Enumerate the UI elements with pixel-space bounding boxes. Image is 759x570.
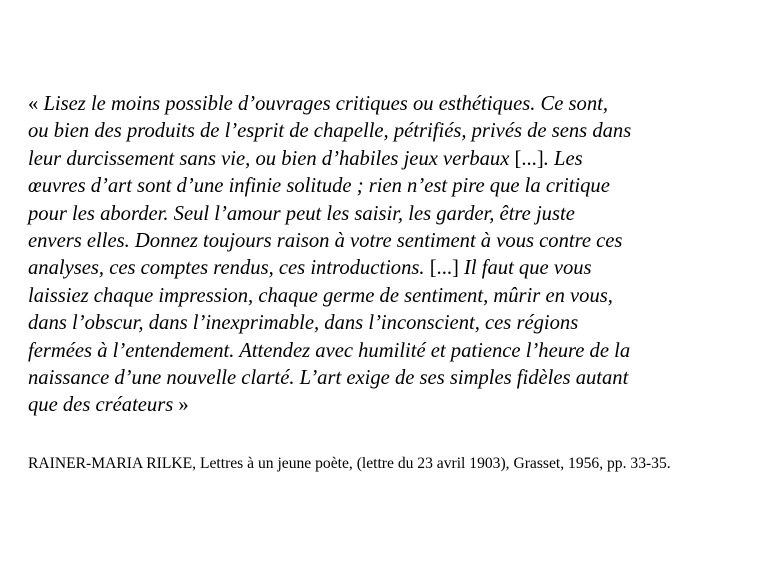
quote-upright-text: » bbox=[178, 394, 189, 417]
quote-line bbox=[28, 146, 748, 173]
quote-line bbox=[28, 173, 748, 200]
quote-line bbox=[28, 118, 748, 145]
quote-line bbox=[28, 201, 748, 228]
quote-citation: RAINER-MARIA RILKE, Lettres à un jeune poète, (lettre du 23 avril 1903), Grasset, 1956, pp. 33-35. bbox=[28, 455, 671, 472]
quote-line bbox=[28, 365, 748, 392]
rilke-quote bbox=[28, 91, 748, 420]
quote-line bbox=[28, 255, 748, 282]
quote-line bbox=[28, 91, 748, 118]
quote-italic-text: fermées à l’entendement. Attendez avec humilité et patience l’heure de la bbox=[28, 339, 631, 362]
quote-line bbox=[28, 310, 748, 337]
quote-italic-text: leur durcissement sans vie, ou bien d’habiles jeux verbaux bbox=[28, 147, 515, 170]
quote-upright-text: « bbox=[28, 93, 44, 115]
quote-italic-text: dans l’obscur, dans l’inexprimable, dans l’inconscient, ces régions bbox=[28, 312, 579, 335]
quote-italic-text: Lisez le moins possible d’ouvrages critiques ou esthétiques. Ce sont, bbox=[43, 93, 609, 115]
quote-line bbox=[28, 283, 748, 310]
quote-italic-text: envers elles. Donnez toujours raison à votre sentiment à vous contre ces bbox=[28, 230, 623, 253]
quote-italic-text: que des créateurs bbox=[28, 394, 179, 417]
quote-italic-text: naissance d’une nouvelle clarté. L’art exige de ses simples fidèles autant bbox=[28, 367, 629, 390]
quote-line bbox=[28, 228, 748, 255]
quote-italic-text: . Les bbox=[543, 147, 583, 170]
quote-italic-text: laissiez chaque impression, chaque germe de sentiment, mûrir en vous, bbox=[28, 284, 613, 307]
quote-italic-text: ou bien des produits de l’esprit de chapelle, pétrifiés, privés de sens dans bbox=[28, 120, 632, 143]
quote-upright-text: [...] bbox=[429, 257, 459, 280]
quote-italic-text: pour les aborder. Seul l’amour peut les saisir, les garder, être juste bbox=[28, 202, 575, 225]
quote-italic-text: Il faut que vous bbox=[458, 257, 592, 280]
quote-upright-text: [...] bbox=[514, 147, 544, 170]
quote-italic-text: analyses, ces comptes rendus, ces introductions. bbox=[28, 257, 430, 280]
quote-line bbox=[28, 338, 748, 365]
quote-italic-text: œuvres d’art sont d’une infinie solitude ; rien n’est pire que la critique bbox=[28, 175, 610, 198]
quote-line bbox=[28, 392, 748, 419]
